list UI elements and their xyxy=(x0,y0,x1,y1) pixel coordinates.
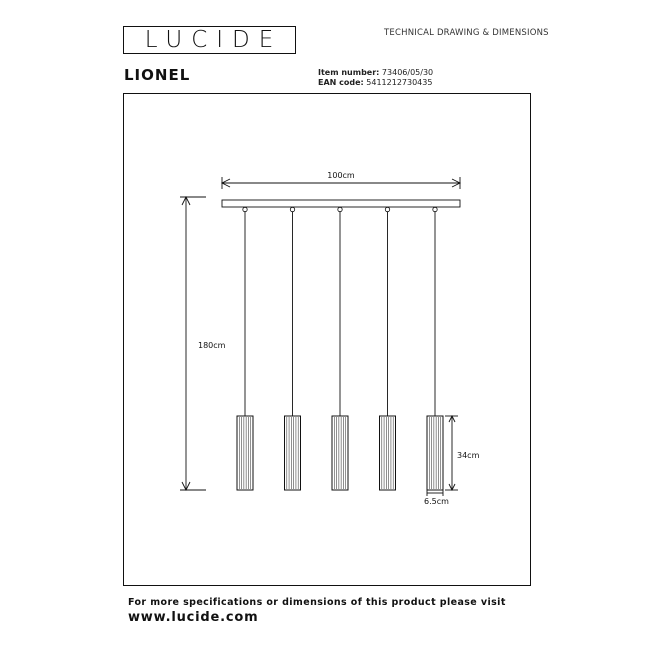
height-label: 180cm xyxy=(198,341,226,350)
footer-website-link[interactable]: www.lucide.com xyxy=(128,610,259,625)
ean-value: 5411212730435 xyxy=(366,78,433,87)
pendant-3 xyxy=(332,207,348,490)
pendant-hook xyxy=(338,207,342,211)
brand-logo: LUCIDE xyxy=(123,26,296,54)
pendant-hook xyxy=(433,207,437,211)
product-name: LIONEL xyxy=(124,66,191,84)
pendant-4 xyxy=(380,207,396,490)
shade-diameter-label: 6.5cm xyxy=(424,497,449,506)
footer-info-text: For more specifications or dimensions of this product please visit xyxy=(128,597,506,608)
pendant-2 xyxy=(285,207,301,490)
item-number-label: Item number: xyxy=(318,68,380,77)
document-type-label: TECHNICAL DRAWING & DIMENSIONS xyxy=(384,28,549,38)
pendant-hook xyxy=(290,207,294,211)
shade-height-label: 34cm xyxy=(457,451,480,460)
pendant-hook xyxy=(243,207,247,211)
width-label: 100cm xyxy=(327,171,355,180)
pendant-hook xyxy=(385,207,389,211)
ean-label: EAN code: xyxy=(318,78,364,87)
pendant-5 xyxy=(427,207,443,490)
pendant-group xyxy=(237,207,443,490)
ceiling-bar xyxy=(222,200,460,207)
item-number-value: 73406/05/30 xyxy=(381,68,434,77)
pendant-1 xyxy=(237,207,253,490)
